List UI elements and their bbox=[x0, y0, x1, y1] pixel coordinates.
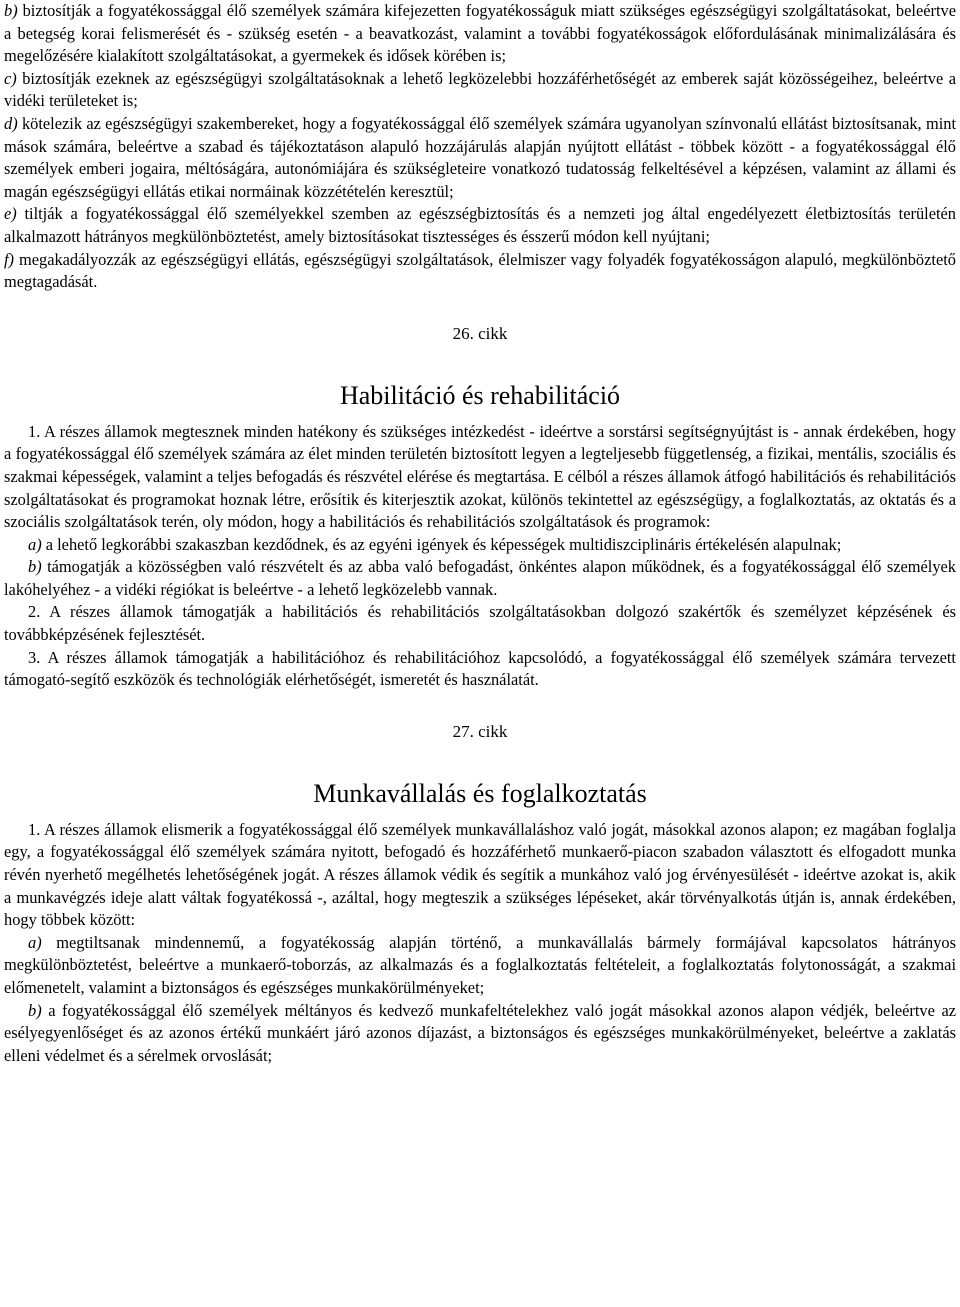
list-item bbox=[4, 203, 956, 248]
item-marker: d) bbox=[4, 113, 18, 133]
list-item bbox=[4, 932, 956, 1000]
article-title: Munkavállalás és foglalkoztatás bbox=[313, 778, 647, 808]
item-marker: e) bbox=[4, 204, 17, 224]
paragraph: 1. A részes államok elismerik a fogyatékossággal élő személyek munkavállaláshoz való jogát, másokkal azonos alapon; ez magában foglalja egy, a fogyatékossággal élő személyek számára nyitott, befogadó és hozzáférhető munkaerő-piacon szabadon választott és elfogadott munka révén nyerhető megélhetés lehetőségének jogát. A részes államok védik és segítik a munkához való jog érvényesülését - ideértve azokat is, akik a munkavégzés ideje alatt váltak fogyatékossá -, azáltal, hogy megteszik a szükséges lépéseket, akár törvényalkotás útján is, annak érdekében, hogy többek között: bbox=[4, 819, 956, 930]
item-text: megtiltsanak mindennemű, a fogyatékosság alapján történő, a munkavállalás bármely formájával kapcsolatos hátrányos megkülönböztetést, beleértve a munkaerő-toborzás, az alkalmazás és a foglalkoztatás feltételeit, a foglalkoztatás folytonosságát, a szakmai előmenetelt, valamint a biztonságos és egészséges munkakörülményeket; bbox=[4, 932, 956, 997]
item-text: megakadályozzák az egészségügyi ellátás, egészségügyi szolgáltatások, élelmiszer vagy folyadék fogyatékosságon alapuló, megkülönböztető megtagadását. bbox=[4, 249, 956, 292]
document-page bbox=[4, 0, 956, 1067]
item-marker: b) bbox=[4, 1, 18, 20]
item-marker: b) bbox=[28, 1000, 42, 1020]
article-title: Habilitáció és rehabilitáció bbox=[339, 380, 621, 410]
list-item bbox=[4, 556, 956, 601]
list-item bbox=[4, 1000, 956, 1068]
item-text: a fogyatékossággal élő személyek méltányos és kedvező munkafeltételekhez való jogát másokkal azonos alapon védjék, beleértve az esélyegyenlőséget és az azonos értékű munkáért járó azonos díjazást, a biztonságos és egészséges munkakörülményeket, beleértve a zaklatás elleni védelmet és a sérelmek orvoslását; bbox=[4, 1000, 956, 1065]
item-marker: a) bbox=[28, 534, 42, 554]
list-item bbox=[4, 0, 956, 68]
paragraph: 3. A részes államok támogatják a habilitációhoz és rehabilitációhoz kapcsolódó, a fogyatékossággal élő személyek számára tervezett támogató-segítő eszközök és technológiák elérhetőségét, ismeretét és használatát. bbox=[4, 647, 956, 690]
item-text: a lehető legkorábbi szakaszban kezdődnek, és az egyéni igények és képességek multidiszciplináris értékelésén alapulnak; bbox=[41, 534, 842, 554]
item-marker: a) bbox=[28, 932, 42, 952]
item-text: biztosítják ezeknek az egészségügyi szolgáltatásoknak a lehető legközelebbi hozzáférhetőségét az emberek saját közösségeihez, beleértve a vidéki területeket is; bbox=[4, 68, 956, 111]
item-text: tiltják a fogyatékossággal élő személyekkel szemben az egészségbiztosítás és a nemzeti jog által engedélyezett életbiztosítás területén alkalmazott hátrányos megkülönböztetést, amely biztosításokat tisztességes és ésszerű módon kell nyújtani; bbox=[4, 204, 956, 246]
item-marker: f) bbox=[4, 249, 15, 269]
paragraph: 2. A részes államok támogatják a habilitációs és rehabilitációs szolgáltatásokban dolgozó szakértők és személyzet képzésének és továbbképzésének fejlesztését. bbox=[4, 602, 956, 645]
article-number: 26. cikk bbox=[452, 323, 508, 343]
item-marker: b) bbox=[28, 557, 42, 577]
item-text: kötelezik az egészségügyi szakembereket, hogy a fogyatékossággal élő személyek számára ugyanolyan színvonalú ellátást biztosítsanak, mint mások számára, beleértve a szabad és tájékoztatáson alapuló hozzájárulás alapján nyújtott ellátást - többek között - a fogyatékossággal élő személyek emberi jogaira, méltóságára, autonómiájára és szükségleteire vonatkozó tudatosság felkeltésével a képzésen, valamint az állami és magán egészségügyi ellátás etikai normáinak közzétételén keresztül; bbox=[4, 113, 956, 201]
list-item bbox=[4, 249, 956, 294]
paragraph: 1. A részes államok megtesznek minden hatékony és szükséges intézkedést - ideértve a sorstársi segítségnyújtást is - annak érdekében, hogy a fogyatékossággal élő személyek számára az élet minden területén biztosított legyen a legteljesebb függetlenség, a fizikai, mentális, szociális és szakmai képességek, valamint a teljes befogadás és részvétel elérése és megtartása. E célból a részes államok átfogó habilitációs és rehabilitációs szolgáltatásokat és programokat hoznak létre, erősítik és kiterjesztik azokat, különös tekintettel az egészségügy, a foglalkoztatás, az oktatás és a szociális szolgáltatások terén, oly módon, hogy a habilitációs és rehabilitációs szolgáltatások és programok: bbox=[4, 421, 956, 532]
list-item bbox=[4, 68, 956, 113]
list-item bbox=[4, 113, 956, 203]
item-text: biztosítják a fogyatékossággal élő személyek számára kifejezetten fogyatékosságuk miatt szükséges egészségügyi szolgáltatásokat, beleértve a betegség korai felismerését és - szükség esetén - a beavatkozást, valamint a további fogyatékosságok előfordulásának minimalizálására és megelőzésére kialakított szolgáltatásokat, a gyermekek és idősek körében is; bbox=[4, 1, 956, 66]
item-marker: c) bbox=[4, 68, 17, 88]
item-text: támogatják a közösségben való részvételt és az abba való befogadást, önkéntes alapon működnek, és a fogyatékossággal élő személyek lakóhelyéhez - a vidéki régiókat is beleértve - a lehető legközelebb vannak. bbox=[4, 557, 956, 599]
list-item bbox=[4, 534, 956, 557]
article-number: 27. cikk bbox=[452, 721, 508, 741]
